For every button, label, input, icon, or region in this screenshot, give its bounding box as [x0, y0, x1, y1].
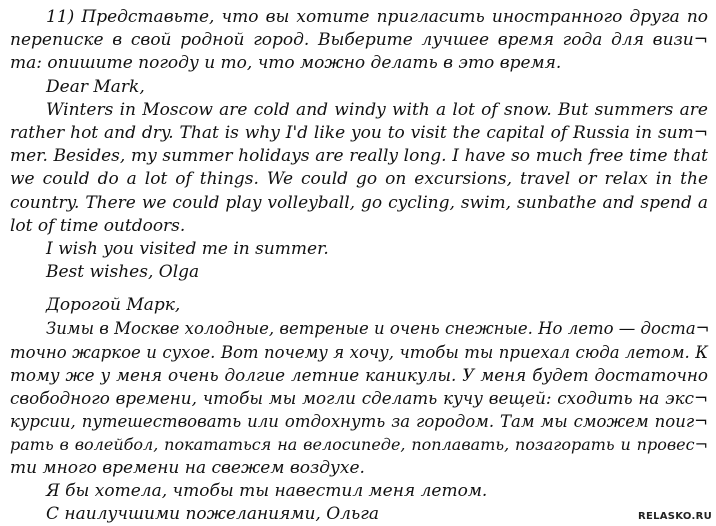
letter-wish: Я бы хотела, чтобы ты навестил меня летом. [46, 480, 488, 501]
letter-body-line: we could do a lot of things. We could go on excursions, travel or relax in the [10, 169, 708, 190]
letter-greeting: Dear Mark, [46, 76, 145, 97]
task-line: 11) Представьте, что вы хотите пригласить иностранного друга по [46, 7, 708, 27]
letter-body-line: тому же у меня очень долгие летние каникулы. У меня будет достаточно [10, 364, 708, 385]
letter-body-line: mer. Besides, my summer holidays are really long. I have so much free time that [10, 146, 708, 167]
letter-body-line: country. There we could play volleyball, go cycling, swim, sunbathe and spend a [10, 192, 708, 213]
letter-closing: С наилучшими пожеланиями, Ольга [46, 503, 379, 524]
letter-body-line: rather hot and dry. That is why I'd like you to visit the capital of Russia in sum¬ [10, 122, 708, 143]
letter-body-line: точно жаркое и сухое. Вот почему я хочу, чтобы ты приехал сюда летом. К [10, 342, 708, 362]
letter-body-line: рать в волейбол, покататься на велосипеде, поплавать, позагорать и провес¬ [10, 435, 708, 455]
task-prompt [10, 6, 708, 76]
letter-body-line: свободного времени, чтобы мы могли сделать кучу вещей: сходить на экс¬ [10, 388, 708, 408]
task-line: переписке в свой родной город. Выберите лучшее время года для визи¬ [10, 30, 708, 51]
letter-body-line: lot of time outdoors. [10, 215, 186, 236]
letter-russian [10, 294, 708, 526]
letter-body-line: курсии, путешествовать или отдохнуть за городом. Там мы сможем поиг¬ [10, 412, 708, 432]
letter-english [10, 76, 708, 285]
letter-wish: I wish you visited me in summer. [46, 238, 329, 259]
site-watermark: RELASKO.RU [637, 511, 712, 522]
letter-greeting: Дорогой Марк, [46, 295, 181, 316]
task-line: та: опишите погоду и то, что можно делать в это время. [10, 53, 562, 74]
letter-body-line: Winters in Moscow are cold and windy with a lot of snow. But summers are [46, 99, 708, 120]
section-gap [10, 284, 708, 294]
letter-closing: Best wishes, Olga [46, 262, 200, 283]
letter-body-line: Зимы в Москве холодные, ветреные и очень снежные. Но лето — доста¬ [46, 319, 710, 339]
letter-body-line: ти много времени на свежем воздухе. [10, 457, 365, 478]
